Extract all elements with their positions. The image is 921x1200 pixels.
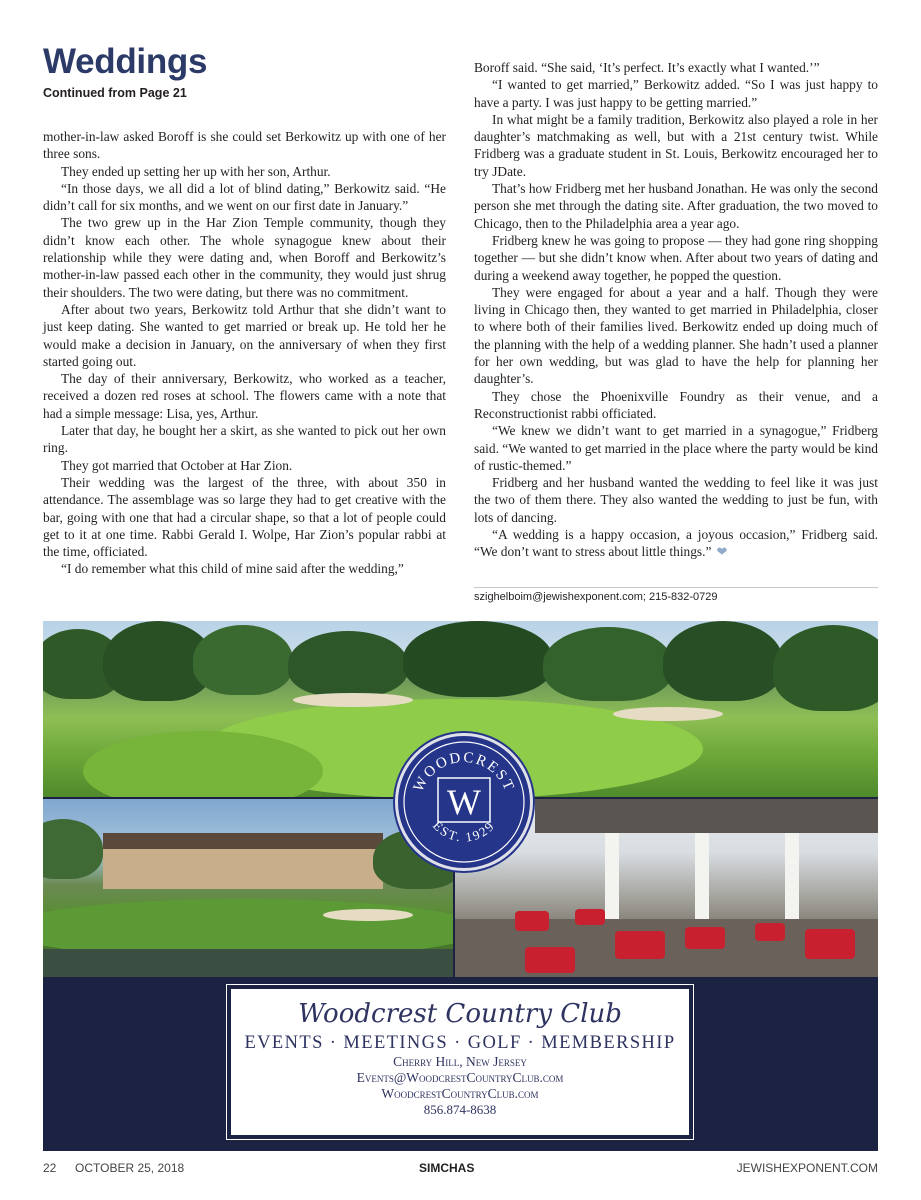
svg-text:WOODCREST: WOODCREST bbox=[410, 749, 518, 795]
paragraph: They ended up setting her up with her son, Arthur. bbox=[61, 163, 331, 179]
page-number: 22 bbox=[43, 1161, 57, 1175]
paragraph: Their wedding was the largest of the three, with about 350 in attendance. The assemblage was so large they had to get creative with the bar, going with one that had a circular shape, so that a lot of people could get to it at one time. Rabbi Gerald I. Wolpe, Har Zion’s popular rabbi at the time, officiated. bbox=[43, 474, 446, 560]
paragraph bbox=[474, 526, 878, 561]
paragraph: “I do remember what this child of mine said after the wedding,” bbox=[61, 561, 404, 577]
paragraph: They were engaged for about a year and a half. Though they were living in Chicago then, they wanted to get married in Philadelphia, closer to where both of their families lived. Berkowitz ended up doing much of the planning with the help of a wedding planner. She hadn’t used a planner for her own wedding, but was glad to have the help for planning her daughter’s. bbox=[474, 284, 878, 387]
paragraph: In what might be a family tradition, Berkowitz also played a role in her daughter’s matchmaking as well, but with a 21st century twist. While Fridberg was a graduate student in St. Louis, Berkowitz encouraged her to try JDate. bbox=[474, 111, 878, 179]
paragraph: They got married that October at Har Zion. bbox=[61, 457, 293, 473]
woodcrest-logo-seal bbox=[395, 733, 533, 871]
continued-from-note: Continued from Page 21 bbox=[43, 86, 187, 100]
paragraph: The two grew up in the Har Zion Temple community, though they didn’t know each other. The whole synagogue knew about their relationship while they were dating and, when Boroff and Berkowitz’s mother-in-law passed each other in the community, they would just shrug their shoulders. The two were dating, but there was no commitment. bbox=[43, 215, 446, 300]
publication-website: JEWISHEXPONENT.COM bbox=[736, 1161, 878, 1175]
club-email: Events@WoodcrestCountryClub.com bbox=[356, 1070, 564, 1085]
svg-text:W: W bbox=[447, 782, 481, 822]
svg-text:EST. 1929: EST. 1929 bbox=[429, 817, 498, 845]
paragraph: That’s how Fridberg met her husband Jonathan. He was only the second person she met through the dating site. After graduation, the two moved to Chicago, then to the Philadelphia area a year ago. bbox=[474, 181, 878, 231]
paragraph: mother-in-law asked Boroff is she could set Berkowitz up with one of her three sons. bbox=[43, 129, 446, 162]
paragraph: Boroff said. “She said, ‘It’s perfect. It’s exactly what I wanted.’” bbox=[474, 60, 820, 75]
paragraph: After about two years, Berkowitz told Arthur that she didn’t want to just keep dating. She wanted to get married or break up. He told her he would make a decision in January, on the anniversary of when they first started going out. bbox=[43, 301, 446, 369]
woodcrest-advertisement bbox=[43, 621, 878, 1151]
section-name: SIMCHAS bbox=[419, 1161, 475, 1175]
author-contact: szighelboim@jewishexponent.com; 215-832-0729 bbox=[474, 591, 718, 603]
article-left-column bbox=[43, 128, 446, 578]
paragraph-text: “A wedding is a happy occasion, a joyous occasion,” Fridberg said. “We don’t want to stress about little things.” bbox=[474, 527, 878, 560]
ad-info-box bbox=[231, 989, 689, 1135]
paragraph: The day of their anniversary, Berkowitz, who worked as a teacher, received a dozen red roses at school. The flowers came with a note that had a simple message: Lisa, yes, Arthur. bbox=[43, 371, 446, 421]
divider bbox=[474, 587, 878, 588]
paragraph: “I wanted to get married,” Berkowitz added. “So I was just happy to have a party. I was just happy to be getting married.” bbox=[474, 77, 878, 110]
paragraph: “In those days, we all did a lot of blind dating,” Berkowitz said. “He didn’t call for six months, and we went on our first date in January.” bbox=[43, 180, 446, 214]
clubhouse-photo bbox=[43, 799, 453, 977]
issue-date: OCTOBER 25, 2018 bbox=[75, 1161, 185, 1175]
paragraph: Fridberg knew he was going to propose — they had gone ring shopping together — but she didn’t know when. After about two years of dating and during a weekend away together, he popped the question. bbox=[474, 232, 878, 283]
paragraph: They chose the Phoenixville Foundry as their venue, and a Reconstructionist rabbi officiated. bbox=[474, 388, 878, 421]
paragraph: “We knew we didn’t want to get married in a synagogue,” Fridberg said. “We wanted to get married in the place where the party would be kind of rustic-themed.” bbox=[474, 423, 878, 473]
club-tagline: EVENTS · MEETINGS · GOLF · MEMBERSHIP bbox=[244, 1033, 676, 1053]
club-location: Cherry Hill, New Jersey bbox=[393, 1054, 527, 1069]
club-phone: 856.874-8638 bbox=[423, 1102, 497, 1117]
paragraph: Later that day, he bought her a skirt, as she wanted to pick out her own ring. bbox=[43, 423, 446, 456]
club-name: Woodcrest Country Club bbox=[298, 999, 622, 1029]
heart-icon: ❤ bbox=[716, 544, 728, 560]
section-title: Weddings bbox=[43, 42, 208, 81]
article-right-column bbox=[474, 59, 878, 561]
paragraph: Fridberg and her husband wanted the wedding to feel like it was just the two of them there. They also wanted the wedding to just be fun, with lots of dancing. bbox=[474, 475, 878, 525]
club-website: WoodcrestCountryClub.com bbox=[381, 1086, 539, 1101]
